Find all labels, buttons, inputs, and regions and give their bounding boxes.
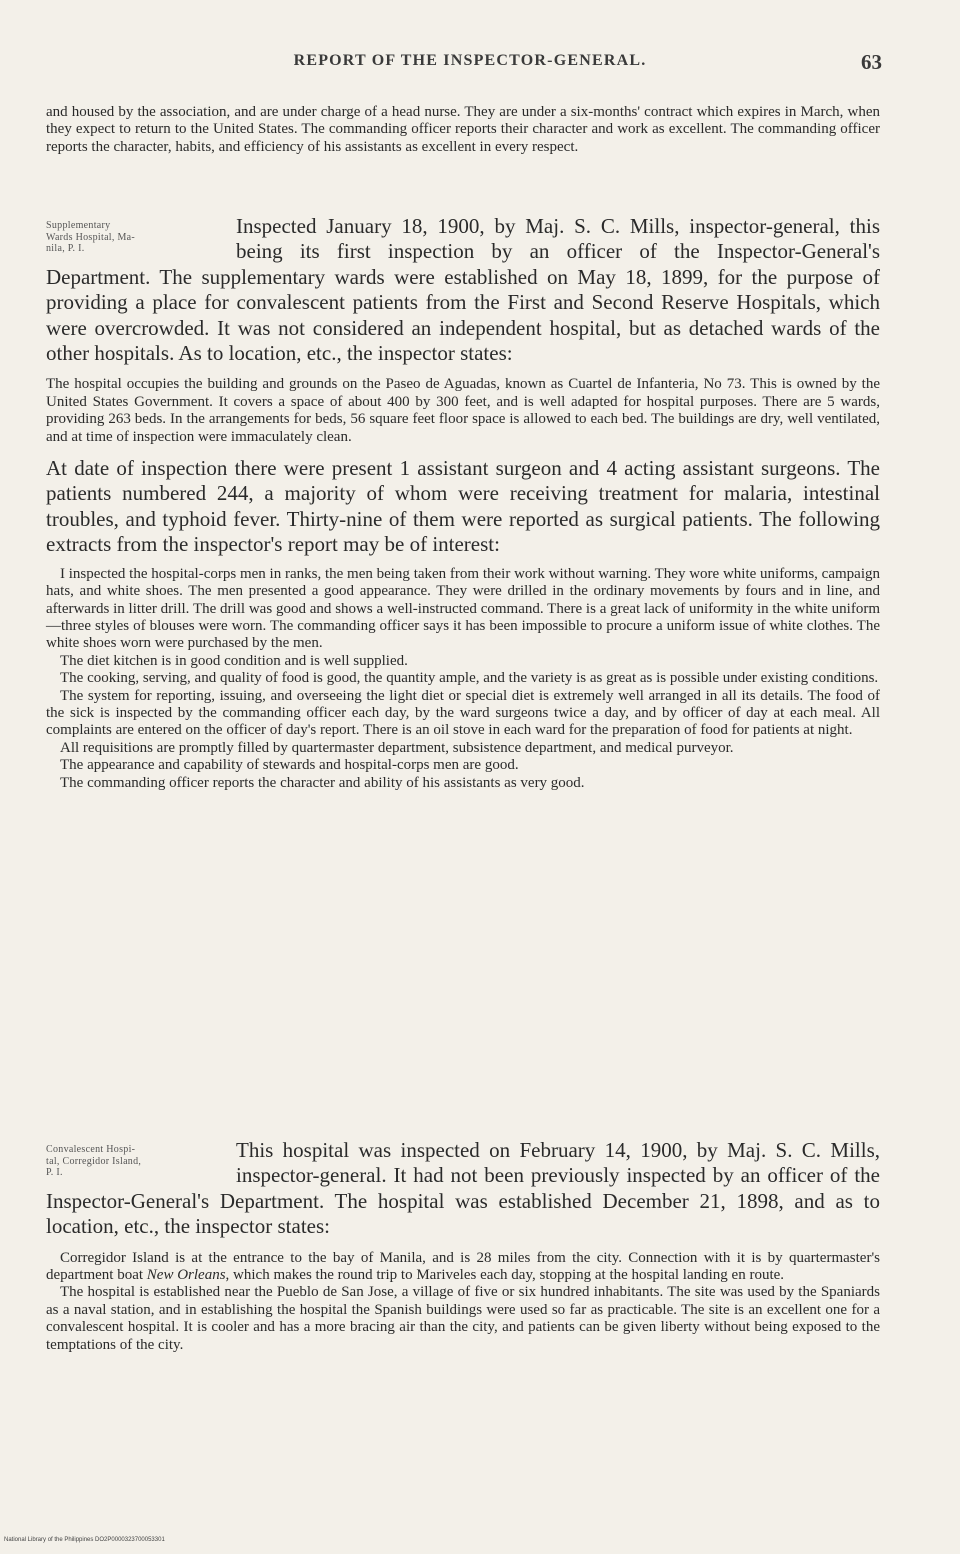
extract-paragraph: All requisitions are promptly filled by quartermaster department, subsistence department, and medical purveyor. — [60, 739, 734, 756]
section1-body: Inspected January 18, 1900, by Maj. S. C. Mills, inspector-general, this being its first inspection by an officer of the Inspector-General's Department. The supplementary wards were established on May 18, 1899, for the purpose of providing a place for convalescent patients from the First and Second Reserve Hospitals, which were overcrowded. It was not considered an independent hospital, but as detached wards of the other hospitals. As to location, etc., the inspector states: — [46, 214, 880, 366]
running-title: REPORT OF THE INSPECTOR-GENERAL. — [293, 52, 647, 69]
extract-paragraph: The system for reporting, issuing, and overseeing the light diet or special diet is extremely well arranged in all its details. The food of the sick is inspected by the commanding officer each day, by the ward surgeons twice a day, and by officer of day at each meal. All complaints are entered on the officer of day's report. There is an oil stove in each ward for the preparation of food for patients at night. — [46, 687, 880, 739]
section-corregidor-hospital — [46, 1138, 880, 1354]
extract-paragraph: The appearance and capability of stewards and hospital-corps men are good. — [60, 757, 519, 774]
quote1-text-before: Corregidor Island is at the entrance to the bay of Manila, and is 28 miles from the city. Connection with it is by quartermaster's department boat — [46, 1249, 880, 1284]
margin-note-corregidor — [46, 1144, 224, 1179]
inspector-extracts — [46, 566, 880, 792]
margin-note-supplementary — [46, 220, 224, 255]
section2-body: This hospital was inspected on February 14, 1900, by Maj. S. C. Mills, inspector-general. It had not been previously inspected by an officer of the Inspector-General's Department. The hospital was established December 21, 1898, and as to location, etc., the inspector states: — [46, 1138, 880, 1239]
margin-note-line: P. I. — [46, 1167, 63, 1178]
margin-note-line: Wards Hospital, Ma- — [46, 231, 136, 243]
margin-note-line: tal, Corregidor Island, — [46, 1155, 142, 1167]
extract-paragraph: I inspected the hospital-corps men in ranks, the men being taken from their work without warning. They wore white uniforms, campaign hats, and white shoes. The men presented a good appearance. They were drilled in the ordinary movements by fours and in line, and afterwards in litter drill. The drill was good and shows a well-instructed command. There is a great lack of uniformity in the white uniform—three styles of blouses were worn. The commanding officer says it has been impossible to procure a uniform issue of white clothes. The white shoes worn were purchased by the men. — [46, 565, 880, 652]
section2-quote2: The hospital is established near the Pueblo de San Jose, a village of five or six hundred inhabitants. The site was used by the Spaniards as a naval station, and in establishing the hospital the Spanish buildings were used so far as practicable. The site is an excellent one for a convalescent hospital. It is cooler and has a more bracing air than the city, and patients can be given liberty without being exposed to the temptations of the city. — [46, 1284, 880, 1353]
quote1-text-after: , which makes the round trip to Mariveles each day, stopping at the hospital landing en route. — [225, 1267, 785, 1284]
extract-paragraph: The diet kitchen is in good condition and is well supplied. — [60, 652, 408, 669]
section1-body2: At date of inspection there were present 1 assistant surgeon and 4 acting assistant surgeons. The patients numbered 244, a majority of whom were receiving treatment for malaria, intestinal troubles, and typhoid fever. Thirty-nine of them were reported as surgical patients. The following extracts from the inspector's report may be of interest: — [46, 456, 880, 557]
boat-name: New Orleans — [146, 1267, 226, 1284]
margin-note-line: Supplementary — [46, 220, 111, 231]
margin-note-line: Convalescent Hospi- — [46, 1144, 136, 1155]
section1-quote: The hospital occupies the building and grounds on the Paseo de Aguadas, known as Cuartel de Infanteria, No 73. This is owned by the United States Government. It covers a space of about 400 by 300 feet, and is well adapted for hospital purposes. There are 5 wards, providing 263 beds. In the arrangements for beds, 56 square feet floor space is allowed to each bed. The buildings are dry, well ventilated, and at time of inspection were immaculately clean. — [46, 376, 880, 445]
section-supplementary-wards — [46, 214, 880, 792]
extract-paragraph: The cooking, serving, and quality of food is good, the quantity ample, and the variety is as great as is possible under existing conditions. — [60, 670, 879, 687]
intro-paragraph: and housed by the association, and are under charge of a head nurse. They are under a six-months' contract which expires in March, when they expect to return to the United States. The commanding officer reports their character and work as excellent. The commanding officer reports the character, habits, and efficiency of his assistants as excellent in every respect. — [46, 104, 880, 155]
page-number: 63 — [861, 50, 882, 74]
intro-block — [46, 104, 880, 156]
margin-note-line: nila, P. I. — [46, 243, 85, 254]
extract-paragraph: The commanding officer reports the character and ability of his assistants as very good. — [60, 774, 585, 791]
section2-quote1 — [46, 1250, 880, 1285]
page-header — [0, 52, 960, 82]
scan-credit: National Library of the Philippines DO2P0000323700053301 — [4, 1537, 165, 1543]
